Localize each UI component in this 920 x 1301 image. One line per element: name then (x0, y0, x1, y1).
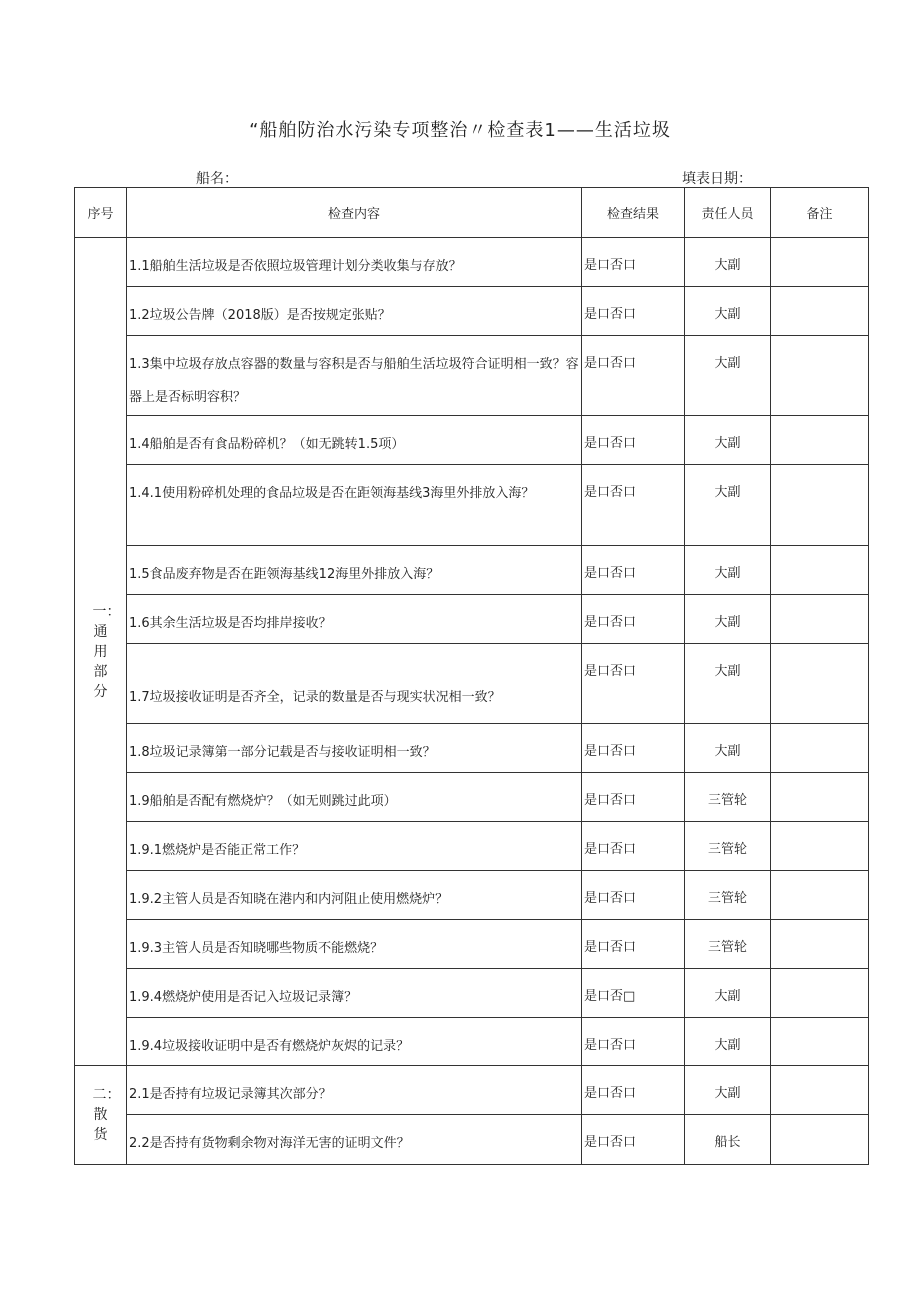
check-content: 1.4.1使用粉碎机处理的食品垃圾是否在距领海基线3海里外排放入海？ (127, 465, 582, 546)
remark-cell (771, 969, 869, 1018)
responsible-person: 大副 (685, 336, 771, 416)
check-result: 是口否口 (582, 1018, 685, 1066)
responsible-person: 大副 (685, 416, 771, 465)
remark-cell (771, 1018, 869, 1066)
table-row (75, 287, 869, 336)
table-row (75, 773, 869, 822)
header-remark: 备注 (771, 188, 869, 238)
inspection-table (74, 187, 869, 1165)
check-content: 1.5食品废弃物是否在距领海基线12海里外排放入海？ (127, 546, 582, 595)
check-result: 是口否口 (582, 546, 685, 595)
check-result: 是口否口 (582, 871, 685, 920)
table-row (75, 920, 869, 969)
remark-cell (771, 238, 869, 287)
responsible-person: 大副 (685, 724, 771, 773)
responsible-person: 大副 (685, 1066, 771, 1115)
section-bulk (75, 1066, 127, 1165)
table-row (75, 969, 869, 1018)
table-row (75, 465, 869, 546)
check-result: 是口否口 (582, 724, 685, 773)
section-general (75, 238, 127, 1066)
check-content: 1.9.2主管人员是否知晓在港内和内河阻止使用燃烧炉？ (127, 871, 582, 920)
responsible-person: 大副 (685, 465, 771, 546)
table-row (75, 416, 869, 465)
check-content: 1.9.4垃圾接收证明中是否有燃烧炉灰烬的记录？ (127, 1018, 582, 1066)
check-content: 1.9.4燃烧炉使用是否记入垃圾记录簿？ (127, 969, 582, 1018)
responsible-person: 三管轮 (685, 920, 771, 969)
table-row (75, 1018, 869, 1066)
check-content: 1.9.1燃烧炉是否能正常工作？ (127, 822, 582, 871)
responsible-person: 船长 (685, 1115, 771, 1165)
check-result: 是口否口 (582, 1115, 685, 1165)
remark-cell (771, 1115, 869, 1165)
responsible-person: 三管轮 (685, 871, 771, 920)
table-row (75, 1066, 869, 1115)
remark-cell (771, 465, 869, 546)
check-result: 是口否口 (582, 644, 685, 724)
remark-cell (771, 546, 869, 595)
section-label: 一：通用部分 (92, 603, 121, 700)
remark-cell (771, 595, 869, 644)
table-row (75, 336, 869, 416)
section-label: 二：散货 (92, 1087, 121, 1143)
table-row (75, 1115, 869, 1165)
remark-cell (771, 336, 869, 416)
header-result: 检查结果 (582, 188, 685, 238)
check-result: 是口否口 (582, 1066, 685, 1115)
check-result: 是口否口 (582, 920, 685, 969)
check-result: 是口否口 (582, 238, 685, 287)
header-seq: 序号 (75, 188, 127, 238)
check-result: 是口否口 (582, 465, 685, 546)
check-content: 2.1是否持有垃圾记录簿其次部分？ (127, 1066, 582, 1115)
check-result: 是口否□ (582, 969, 685, 1018)
responsible-person: 大副 (685, 644, 771, 724)
remark-cell (771, 871, 869, 920)
table-row (75, 238, 869, 287)
remark-cell (771, 416, 869, 465)
header-row (75, 188, 869, 238)
remark-cell (771, 724, 869, 773)
table-row (75, 822, 869, 871)
remark-cell (771, 287, 869, 336)
table-row (75, 595, 869, 644)
responsible-person: 三管轮 (685, 773, 771, 822)
check-content: 1.6其余生活垃圾是否均排岸接收？ (127, 595, 582, 644)
check-content: 1.9.3主管人员是否知晓哪些物质不能燃烧？ (127, 920, 582, 969)
table-row (75, 644, 869, 724)
header-content: 检查内容 (127, 188, 582, 238)
check-content: 1.1船舶生活垃圾是否依照垃圾管理计划分类收集与存放？ (127, 238, 582, 287)
responsible-person: 大副 (685, 595, 771, 644)
ship-name-label: 船名： (196, 171, 238, 187)
remark-cell (771, 644, 869, 724)
responsible-person: 大副 (685, 287, 771, 336)
responsible-person: 大副 (685, 1018, 771, 1066)
check-content: 2.2是否持有货物剩余物对海洋无害的证明文件？ (127, 1115, 582, 1165)
check-content: 1.4船舶是否有食品粉碎机？（如无跳转1.5项） (127, 416, 582, 465)
check-content: 1.8垃圾记录簿第一部分记载是否与接收证明相一致？ (127, 724, 582, 773)
remark-cell (771, 1066, 869, 1115)
fill-date-label: 填表日期： (682, 171, 752, 187)
check-result: 是口否口 (582, 336, 685, 416)
table-row (75, 724, 869, 773)
remark-cell (771, 773, 869, 822)
responsible-person: 三管轮 (685, 822, 771, 871)
check-result: 是口否口 (582, 595, 685, 644)
page-title: “船舶防治水污染专项整治〃检查表1——生活垃圾 (249, 120, 671, 141)
check-result: 是口否口 (582, 287, 685, 336)
check-content: 1.9船舶是否配有燃烧炉？（如无则跳过此项） (127, 773, 582, 822)
check-content: 1.3集中垃圾存放点容器的数量与容积是否与船舶生活垃圾符合证明相一致？容器上是否标明容积？ (127, 336, 582, 416)
responsible-person: 大副 (685, 238, 771, 287)
check-content: 1.2垃圾公告牌（2018版）是否按规定张贴？ (127, 287, 582, 336)
remark-cell (771, 822, 869, 871)
check-result: 是口否口 (582, 416, 685, 465)
check-result: 是口否口 (582, 822, 685, 871)
check-result: 是口否口 (582, 773, 685, 822)
header-person: 责任人员 (685, 188, 771, 238)
remark-cell (771, 920, 869, 969)
responsible-person: 大副 (685, 546, 771, 595)
responsible-person: 大副 (685, 969, 771, 1018)
table-row (75, 546, 869, 595)
check-content: 1.7垃圾接收证明是否齐全，记录的数量是否与现实状况相一致？ (127, 644, 582, 724)
table-row (75, 871, 869, 920)
